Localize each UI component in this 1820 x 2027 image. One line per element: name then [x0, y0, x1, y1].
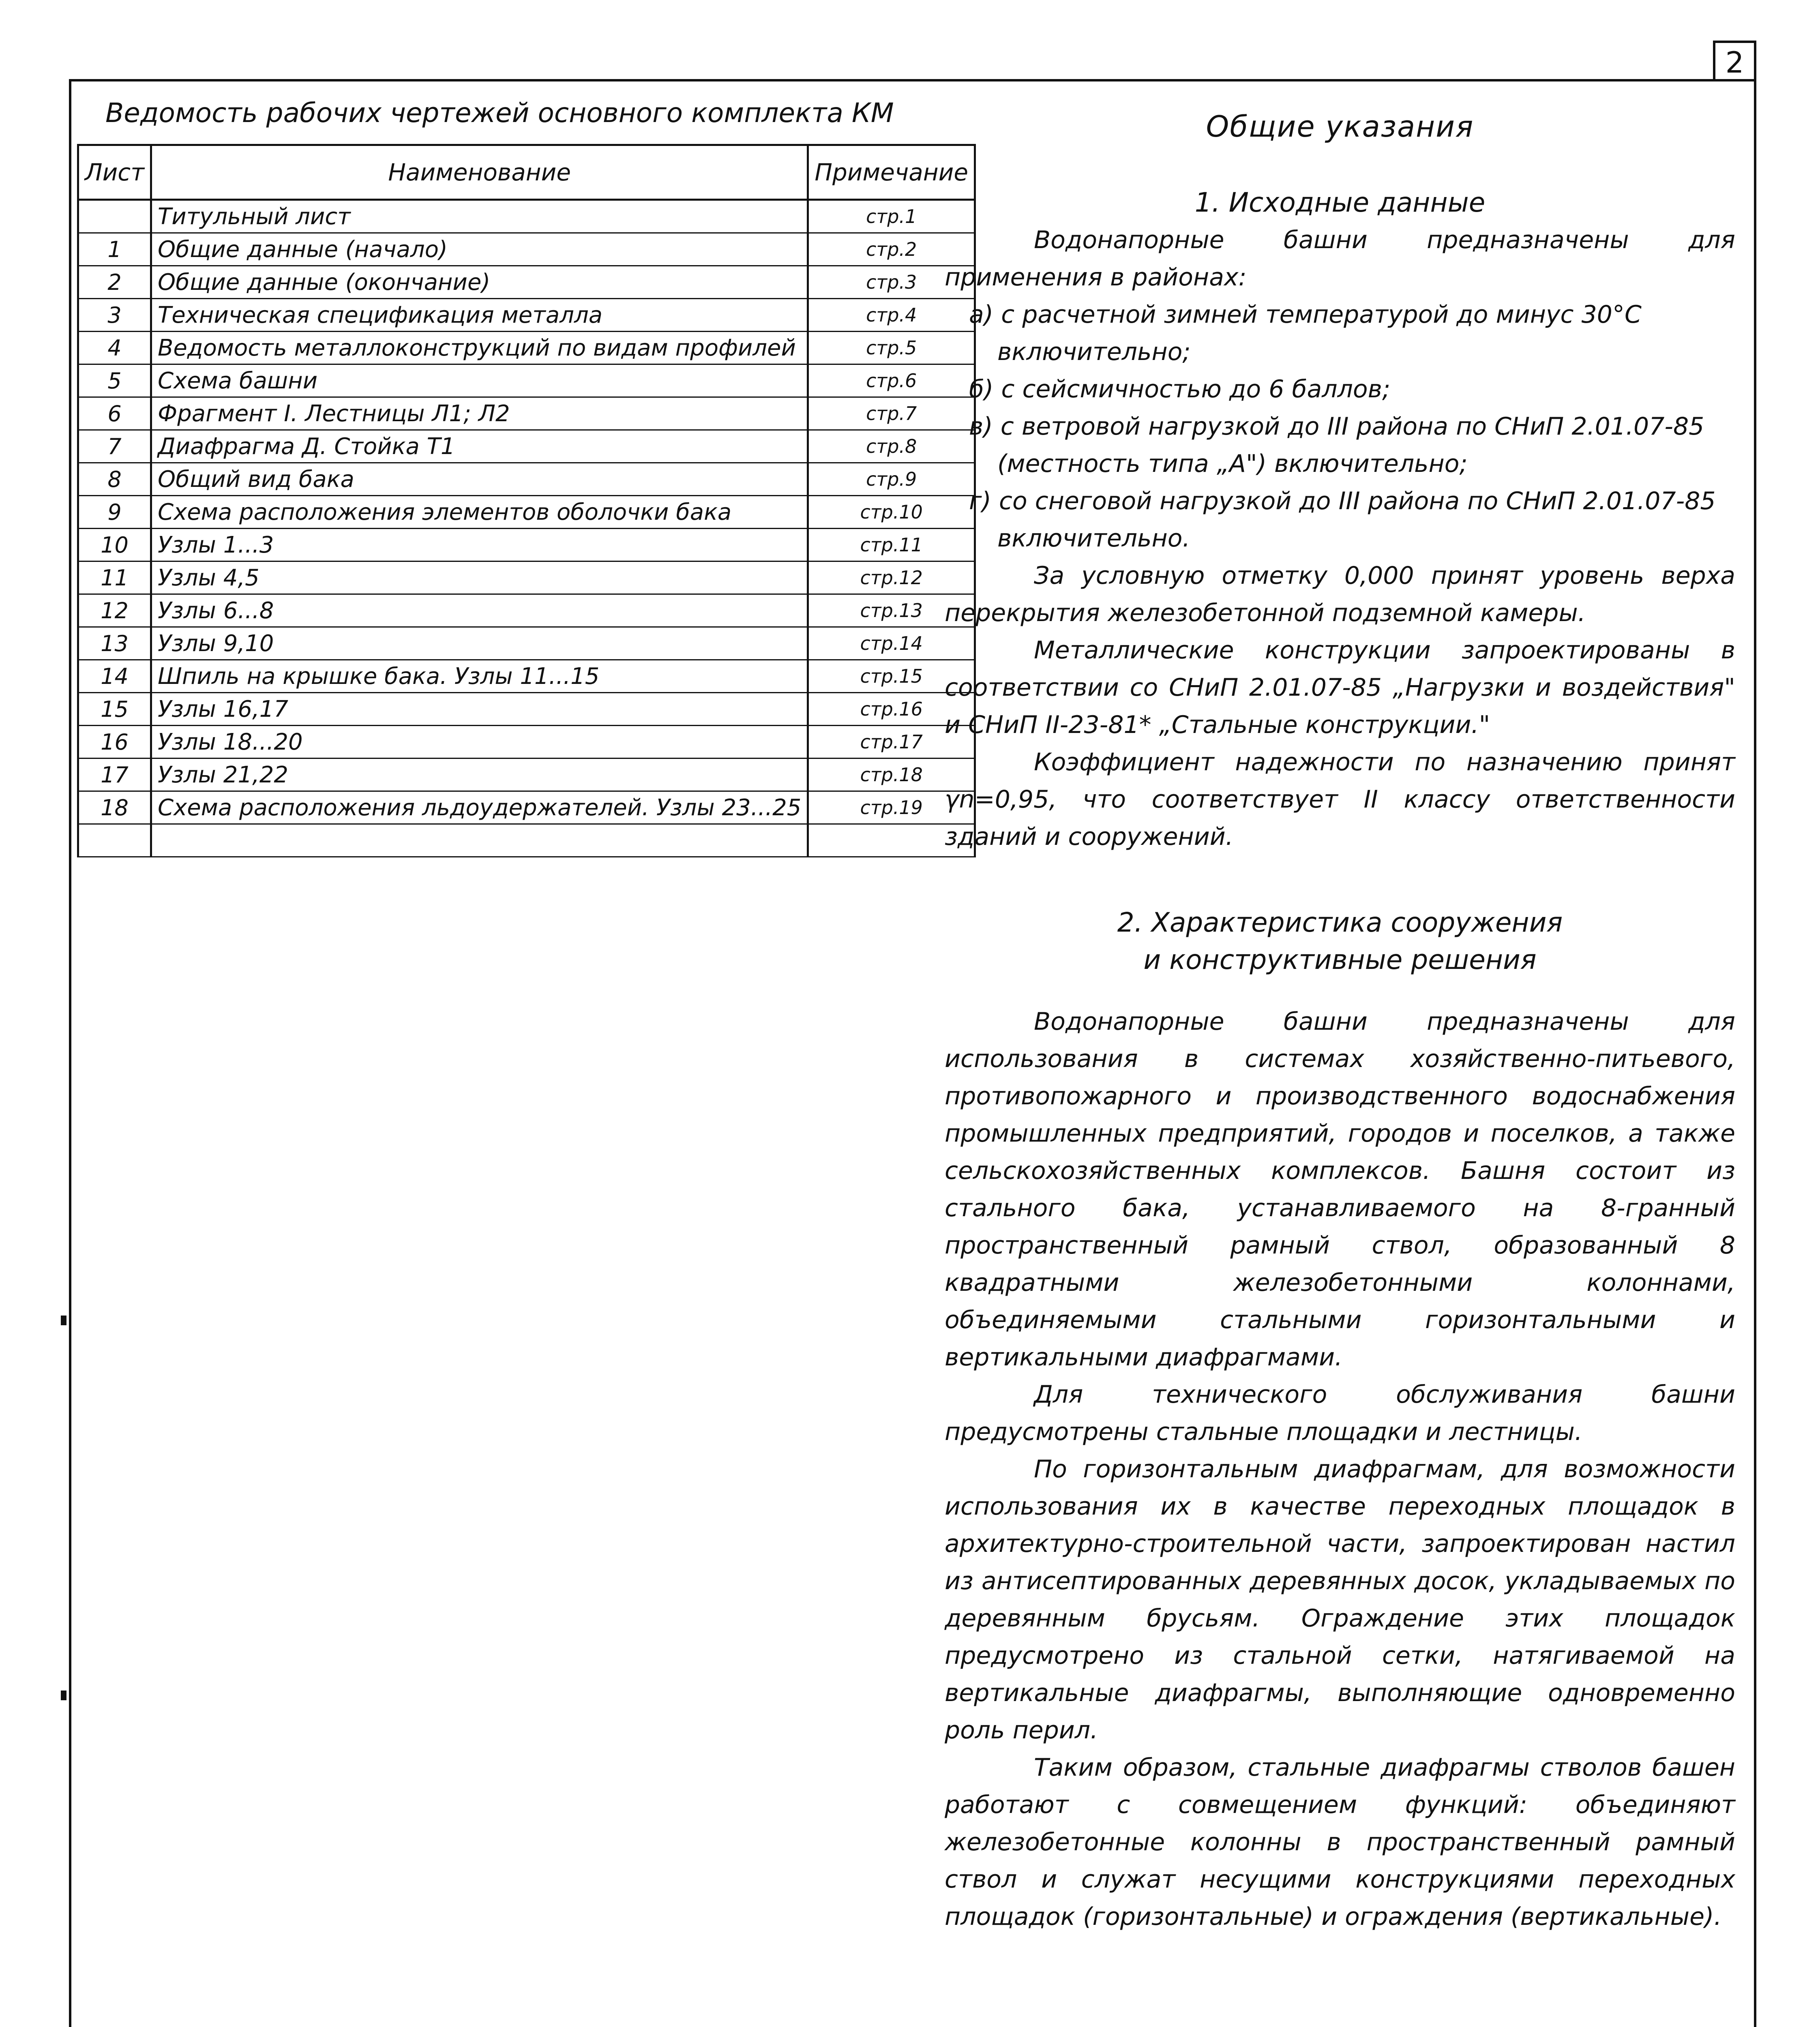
cell-sheet: 15 — [78, 693, 151, 726]
cell-name: Техническая спецификация металла — [151, 299, 808, 332]
table-row — [78, 200, 975, 233]
cell-sheet: 10 — [78, 529, 151, 561]
table-row — [78, 529, 975, 561]
table-row — [78, 824, 975, 857]
cell-note: стр.18 — [808, 759, 975, 791]
cell-sheet: 18 — [78, 791, 151, 824]
section1-paragraph: Коэффициент надежности по назначению принят γn=0,95, что соответствует II классу ответственности зданий и сооружений. — [945, 748, 1735, 851]
cell-name: Общий вид бака — [151, 463, 808, 496]
cell-name: Узлы 6...8 — [151, 594, 808, 627]
table-row — [78, 299, 975, 332]
section1-item-d: г) со снеговой нагрузкой до III района по СНиП 2.01.07-85 — [969, 487, 1716, 515]
table-row — [78, 463, 975, 496]
section2-paragraph: Таким образом, стальные диафрагмы стволов башен работают с совмещением функций: объединяют железобетонные колонны в пространственный рамный ствол и служат несущими конструкциями переходных площадок (горизонтальные) и ограждения (вертикальные). — [945, 1753, 1735, 1931]
section1-intro: Водонапорные башни предназначены для применения в районах: — [945, 226, 1735, 291]
cell-note: стр.12 — [808, 561, 975, 594]
cell-name: Схема башни — [151, 364, 808, 397]
section1-item-d-cont: включительно. — [997, 524, 1190, 553]
table-row — [78, 726, 975, 759]
cell-sheet: 8 — [78, 463, 151, 496]
table-row — [78, 364, 975, 397]
cell-name: Титульный лист — [151, 200, 808, 233]
section2-paragraph: По горизонтальным диафрагмам, для возможности использования их в качестве переходных площадок в архитектурно-строительной части, запроектирован настил из антисептированных деревянных досок, укладываемых по деревянным брусьям. Ограждение этих площадок предусмотрено из стальной сетки, натягиваемой на вертикальные диафрагмы, выполняющие одновременно роль перил. — [945, 1455, 1735, 1744]
table-row — [78, 266, 975, 299]
cell-sheet: 14 — [78, 660, 151, 693]
cell-note: стр.7 — [808, 397, 975, 430]
cell-name: Схема расположения льдоудержателей. Узлы 23...25 — [151, 791, 808, 824]
header-note: Примечание — [808, 145, 975, 200]
cell-note: стр.3 — [808, 266, 975, 299]
margin-tick — [61, 1316, 66, 1325]
cell-note: стр.10 — [808, 496, 975, 529]
table-row — [78, 594, 975, 627]
cell-name: Узлы 1...3 — [151, 529, 808, 561]
header-name: Наименование — [151, 145, 808, 200]
cell-sheet — [78, 824, 151, 857]
cell-name: Схема расположения элементов оболочки бака — [151, 496, 808, 529]
margin-tick — [61, 1691, 66, 1700]
cell-note: стр.4 — [808, 299, 975, 332]
cell-sheet: 11 — [78, 561, 151, 594]
cell-name: Общие данные (начало) — [151, 233, 808, 266]
section1-item-c-cont: (местность типа „А") включительно; — [997, 450, 1468, 478]
section2-title-cont: и конструктивные решения — [1143, 944, 1537, 975]
cell-note: стр.16 — [808, 693, 975, 726]
cell-name: Узлы 4,5 — [151, 561, 808, 594]
section1-item-a: а) с расчетной зимней температурой до минус 30°С — [969, 300, 1642, 329]
table-row — [78, 759, 975, 791]
cell-sheet: 4 — [78, 332, 151, 364]
table-row — [78, 233, 975, 266]
cell-note: стр.19 — [808, 791, 975, 824]
cell-name: Ведомость металлоконструкций по видам профилей — [151, 332, 808, 364]
cell-name: Узлы 18...20 — [151, 726, 808, 759]
section1-item-c: в) с ветровой нагрузкой до III района по СНиП 2.01.07-85 — [969, 412, 1704, 441]
table-row — [78, 496, 975, 529]
cell-sheet: 1 — [78, 233, 151, 266]
section2-paragraph: Для технического обслуживания башни предусмотрены стальные площадки и лестницы. — [945, 1380, 1735, 1446]
cell-name: Шпиль на крышке бака. Узлы 11...15 — [151, 660, 808, 693]
cell-sheet — [78, 200, 151, 233]
general-title: Общие указания — [1206, 109, 1474, 144]
table-row — [78, 561, 975, 594]
cell-note: стр.8 — [808, 430, 975, 463]
cell-name: Фрагмент I. Лестницы Л1; Л2 — [151, 397, 808, 430]
cell-note: стр.9 — [808, 463, 975, 496]
table-row — [78, 660, 975, 693]
table-row — [78, 397, 975, 430]
cell-sheet: 3 — [78, 299, 151, 332]
cell-sheet: 16 — [78, 726, 151, 759]
cell-note: стр.11 — [808, 529, 975, 561]
section1-paragraph: Металлические конструкции запроектированы в соответствии со СНиП 2.01.07-85 „Нагрузки и воздействия" и СНиП II-23-81* „Стальные конструкции." — [945, 636, 1735, 739]
cell-note: стр.14 — [808, 627, 975, 660]
cell-sheet: 9 — [78, 496, 151, 529]
section2-title: 2. Характеристика сооружения — [1117, 907, 1563, 938]
page-number: 2 — [1713, 41, 1756, 81]
table-row — [78, 332, 975, 364]
cell-sheet: 12 — [78, 594, 151, 627]
cell-note: стр.17 — [808, 726, 975, 759]
header-sheet: Лист — [78, 145, 151, 200]
table-row — [78, 693, 975, 726]
cell-note: стр.6 — [808, 364, 975, 397]
cell-name: Узлы 21,22 — [151, 759, 808, 791]
cell-note: стр.5 — [808, 332, 975, 364]
cell-note: стр.2 — [808, 233, 975, 266]
section1-title: 1. Исходные данные — [1194, 187, 1486, 218]
section2-paragraph: Водонапорные башни предназначены для использования в системах хозяйственно-питьевого, противопожарного и производственного водоснабжения промышленных предприятий, городов и поселков, а также сельскохозяйственных комплексов. Башня состоит из стального бака, устанавливаемого на 8-гранный пространственный рамный ствол, образованный 8 квадратными железобетонными колоннами, объединяемыми стальными горизонтальными и вертикальными диафрагмами. — [945, 1007, 1735, 1371]
general-notes — [945, 109, 1735, 1935]
cell-name — [151, 824, 808, 857]
table-row — [78, 791, 975, 824]
cell-name: Диафрагма Д. Стойка Т1 — [151, 430, 808, 463]
vedomost-table — [77, 144, 976, 857]
cell-sheet: 7 — [78, 430, 151, 463]
cell-sheet: 2 — [78, 266, 151, 299]
cell-name: Узлы 16,17 — [151, 693, 808, 726]
section1-item-b: б) с сейсмичностью до 6 баллов; — [969, 375, 1391, 403]
table-row — [78, 430, 975, 463]
table-header-row — [78, 145, 975, 200]
cell-name: Узлы 9,10 — [151, 627, 808, 660]
table-row — [78, 627, 975, 660]
vedomost-title: Ведомость рабочих чертежей основного комплекта КМ — [105, 97, 894, 129]
section1-item-a-cont: включительно; — [997, 338, 1191, 366]
cell-sheet: 13 — [78, 627, 151, 660]
cell-note: стр.13 — [808, 594, 975, 627]
cell-note: стр.15 — [808, 660, 975, 693]
section1-paragraph: За условную отметку 0,000 принят уровень верха перекрытия железобетонной подземной камеры. — [945, 561, 1735, 627]
cell-sheet: 5 — [78, 364, 151, 397]
cell-note: стр.1 — [808, 200, 975, 233]
cell-name: Общие данные (окончание) — [151, 266, 808, 299]
cell-sheet: 17 — [78, 759, 151, 791]
cell-sheet: 6 — [78, 397, 151, 430]
